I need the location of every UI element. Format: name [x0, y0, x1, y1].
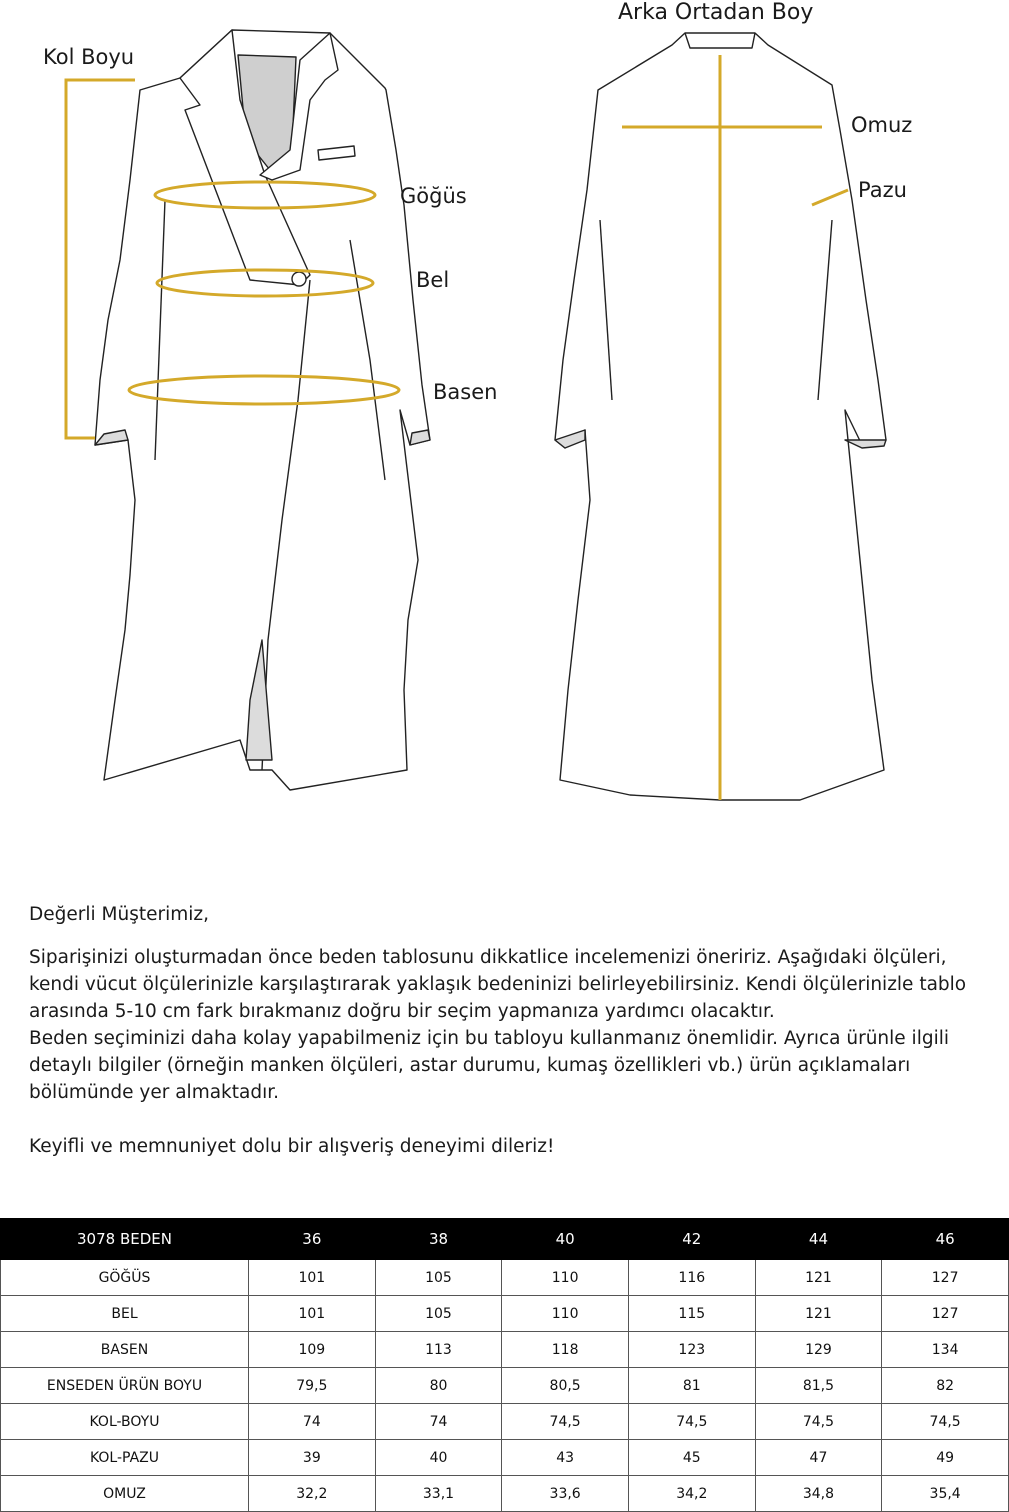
table-row	[1, 1296, 1009, 1332]
value-cell: 43	[502, 1440, 629, 1476]
value-cell: 74,5	[755, 1404, 882, 1440]
size-chart-table	[0, 1218, 1009, 1512]
value-cell: 127	[882, 1296, 1009, 1332]
row-label-cell: KOL-PAZU	[1, 1440, 249, 1476]
value-cell: 32,2	[249, 1476, 376, 1512]
value-cell: 35,4	[882, 1476, 1009, 1512]
label-omuz: Omuz	[851, 113, 913, 137]
value-cell: 47	[755, 1440, 882, 1476]
table-row	[1, 1404, 1009, 1440]
table-row	[1, 1260, 1009, 1296]
value-cell: 123	[628, 1332, 755, 1368]
message-greeting: Değerli Müşterimiz,	[29, 904, 209, 925]
message-closing: Keyifli ve memnuniyet dolu bir alışveriş deneyimi dileriz!	[29, 1136, 555, 1157]
value-cell: 105	[375, 1296, 502, 1332]
value-cell: 34,8	[755, 1476, 882, 1512]
label-gogus: Göğüs	[400, 184, 467, 208]
front-coat-drawing	[95, 30, 430, 790]
row-label-cell: ENSEDEN ÜRÜN BOYU	[1, 1368, 249, 1404]
value-cell: 33,1	[375, 1476, 502, 1512]
row-label-cell: OMUZ	[1, 1476, 249, 1512]
value-cell: 34,2	[628, 1476, 755, 1512]
size-chart-body	[1, 1260, 1009, 1512]
value-cell: 49	[882, 1440, 1009, 1476]
value-cell: 115	[628, 1296, 755, 1332]
row-label-cell: GÖĞÜS	[1, 1260, 249, 1296]
row-label-cell: KOL-BOYU	[1, 1404, 249, 1440]
header-cell: 36	[249, 1219, 376, 1260]
value-cell: 110	[502, 1296, 629, 1332]
value-cell: 79,5	[249, 1368, 376, 1404]
value-cell: 82	[882, 1368, 1009, 1404]
table-row	[1, 1476, 1009, 1512]
customer-message	[29, 901, 984, 1160]
label-basen: Basen	[433, 380, 498, 404]
message-paragraph-1: Siparişinizi oluşturmadan önce beden tablosunu dikkatlice incelemenizi öneririz. Aşağıdaki ölçüleri, kendi vücut ölçülerinizle karşılaştırarak yaklaşık bedeninizi belirleyebilirsiniz. Kendi ölçülerinizle tablo arasında 5-10 cm fark bırakmanız doğru bir seçim yapmanıza yardımcı olacaktır.	[29, 947, 967, 1022]
size-chart-header-row	[1, 1219, 1009, 1260]
label-pazu: Pazu	[858, 178, 907, 202]
value-cell: 121	[755, 1260, 882, 1296]
header-cell: 44	[755, 1219, 882, 1260]
value-cell: 80	[375, 1368, 502, 1404]
front-coat-button	[292, 272, 306, 286]
header-cell: 38	[375, 1219, 502, 1260]
value-cell: 45	[628, 1440, 755, 1476]
header-cell: 40	[502, 1219, 629, 1260]
value-cell: 74,5	[882, 1404, 1009, 1440]
table-row	[1, 1332, 1009, 1368]
table-row	[1, 1440, 1009, 1476]
value-cell: 134	[882, 1332, 1009, 1368]
value-cell: 101	[249, 1260, 376, 1296]
value-cell: 81	[628, 1368, 755, 1404]
value-cell: 109	[249, 1332, 376, 1368]
header-cell: 42	[628, 1219, 755, 1260]
value-cell: 129	[755, 1332, 882, 1368]
table-row	[1, 1368, 1009, 1404]
value-cell: 110	[502, 1260, 629, 1296]
value-cell: 39	[249, 1440, 376, 1476]
value-cell: 116	[628, 1260, 755, 1296]
value-cell: 74,5	[502, 1404, 629, 1440]
row-label-cell: BEL	[1, 1296, 249, 1332]
value-cell: 74	[375, 1404, 502, 1440]
value-cell: 101	[249, 1296, 376, 1332]
value-cell: 105	[375, 1260, 502, 1296]
header-cell: 3078 BEDEN	[1, 1219, 249, 1260]
front-coat-right-cuff	[410, 430, 430, 445]
row-label-cell: BASEN	[1, 1332, 249, 1368]
value-cell: 80,5	[502, 1368, 629, 1404]
value-cell: 74,5	[628, 1404, 755, 1440]
label-kol-boyu: Kol Boyu	[43, 45, 135, 69]
value-cell: 40	[375, 1440, 502, 1476]
label-bel: Bel	[416, 268, 450, 292]
value-cell: 118	[502, 1332, 629, 1368]
back-coat-right-cuff	[845, 440, 886, 448]
message-paragraph-2: Beden seçiminizi daha kolay yapabilmeniz için bu tabloyu kullanmanız önemlidir. Ayrıca ürünle ilgili detaylı bilgiler (örneğin manken ölçüleri, astar durumu, kumaş özellikleri vb.) ürün açıklamaları bölümünde yer almaktadır.	[29, 1028, 950, 1103]
value-cell: 33,6	[502, 1476, 629, 1512]
value-cell: 127	[882, 1260, 1009, 1296]
value-cell: 74	[249, 1404, 376, 1440]
value-cell: 81,5	[755, 1368, 882, 1404]
value-cell: 113	[375, 1332, 502, 1368]
header-cell: 46	[882, 1219, 1009, 1260]
value-cell: 121	[755, 1296, 882, 1332]
label-arka-ortadan-boy: Arka Ortadan Boy	[618, 0, 814, 25]
